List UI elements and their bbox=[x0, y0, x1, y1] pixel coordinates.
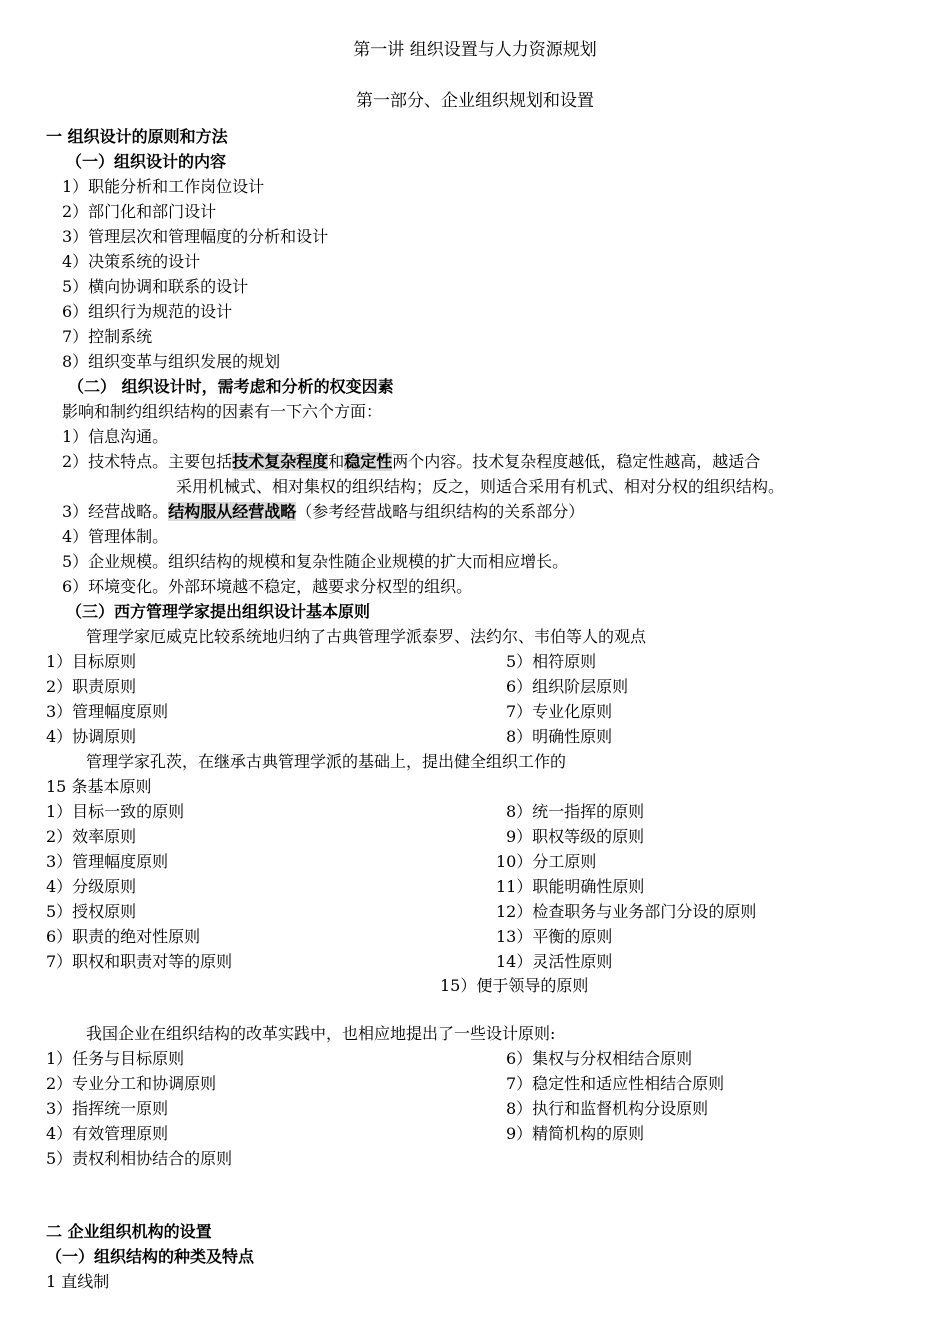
principle-item: 8）统一指挥的原则 bbox=[506, 802, 645, 821]
principle-item: 6）集权与分权相结合原则 bbox=[506, 1049, 693, 1068]
factor-text: 3）经营战略。 bbox=[62, 502, 169, 521]
factor-item: 6）环境变化。外部环境越不稳定，越要求分权型的组织。 bbox=[62, 577, 473, 596]
principle-item: 4）分级原则 bbox=[46, 877, 137, 896]
principle-item: 11）职能明确性原则 bbox=[496, 877, 645, 896]
principle-item: 2）专业分工和协调原则 bbox=[46, 1074, 217, 1093]
principle-item: 4）协调原则 bbox=[46, 727, 137, 746]
document-title: 第一讲 组织设置与人力资源规划 bbox=[353, 40, 597, 60]
principle-item: 1）目标一致的原则 bbox=[46, 802, 185, 821]
list-item: 6）组织行为规范的设计 bbox=[62, 302, 233, 321]
paragraph: 我国企业在组织结构的改革实践中，也相应地提出了一些设计原则: bbox=[86, 1024, 556, 1043]
section-1-1-heading: （一）组织设计的内容 bbox=[66, 152, 227, 171]
principle-item: 1）目标原则 bbox=[46, 652, 137, 671]
principle-item: 3）指挥统一原则 bbox=[46, 1099, 169, 1118]
list-item: 1）职能分析和工作岗位设计 bbox=[62, 177, 265, 196]
highlight-term: 结构服从经营战略 bbox=[168, 502, 297, 521]
highlight-term: 技术复杂程度 bbox=[232, 452, 329, 471]
principle-item: 5）责权利相协结合的原则 bbox=[46, 1149, 233, 1168]
factor-item: 1）信息沟通。 bbox=[62, 427, 169, 446]
list-item: 5）横向协调和联系的设计 bbox=[62, 277, 249, 296]
principle-item: 12）检查职务与业务部门分设的原则 bbox=[496, 902, 757, 921]
factor-item bbox=[62, 500, 584, 524]
list-item: 2）部门化和部门设计 bbox=[62, 202, 217, 221]
principle-item: 8）明确性原则 bbox=[506, 727, 613, 746]
principle-item: 6）职责的绝对性原则 bbox=[46, 927, 201, 946]
principle-item: 1）任务与目标原则 bbox=[46, 1049, 185, 1068]
principle-item: 5）相符原则 bbox=[506, 652, 597, 671]
list-item: 1 直线制 bbox=[46, 1272, 110, 1291]
principle-item: 7）职权和职责对等的原则 bbox=[46, 952, 233, 971]
factor-item: 4）管理体制。 bbox=[62, 527, 169, 546]
principle-item: 9）职权等级的原则 bbox=[506, 827, 645, 846]
document-subtitle: 第一部分、企业组织规划和设置 bbox=[356, 91, 594, 111]
principle-item: 13）平衡的原则 bbox=[496, 927, 613, 946]
paragraph: 15 条基本原则 bbox=[46, 777, 152, 796]
section-2-1-heading: （一）组织结构的种类及特点 bbox=[46, 1247, 255, 1266]
principle-item: 2）效率原则 bbox=[46, 827, 137, 846]
principle-item: 3）管理幅度原则 bbox=[46, 852, 169, 871]
factor-text: 2）技术特点。主要包括 bbox=[62, 452, 233, 471]
section-1-heading: 一 组织设计的原则和方法 bbox=[46, 127, 228, 146]
list-item: 4）决策系统的设计 bbox=[62, 252, 201, 271]
principle-item: 10）分工原则 bbox=[496, 852, 597, 871]
principle-item: 5）授权原则 bbox=[46, 902, 137, 921]
list-item: 3）管理层次和管理幅度的分析和设计 bbox=[62, 227, 329, 246]
principle-item: 3）管理幅度原则 bbox=[46, 702, 169, 721]
list-item: 8）组织变革与组织发展的规划 bbox=[62, 352, 281, 371]
factor-item bbox=[62, 450, 760, 474]
principle-item: 2）职责原则 bbox=[46, 677, 137, 696]
principle-item: 8）执行和监督机构分设原则 bbox=[506, 1099, 709, 1118]
principle-item: 7）稳定性和适应性相结合原则 bbox=[506, 1074, 725, 1093]
paragraph: 管理学家厄威克比较系统地归纳了古典管理学派泰罗、法约尔、韦伯等人的观点 bbox=[86, 627, 647, 646]
factor-text: 和 bbox=[328, 452, 345, 471]
principle-item: 15）便于领导的原则 bbox=[440, 976, 589, 995]
section-2-heading: 二 企业组织机构的设置 bbox=[46, 1222, 212, 1241]
paragraph: 影响和制约组织结构的因素有一下六个方面： bbox=[62, 402, 383, 421]
factor-continuation: 采用机械式、相对集权的组织结构；反之，则适合采用有机式、相对分权的组织结构。 bbox=[176, 477, 785, 496]
section-1-3-heading: （三）西方管理学家提出组织设计基本原则 bbox=[66, 602, 371, 621]
factor-item: 5）企业规模。组织结构的规模和复杂性随企业规模的扩大而相应增长。 bbox=[62, 552, 569, 571]
paragraph: 管理学家孔茨，在继承古典管理学派的基础上，提出健全组织工作的 bbox=[86, 752, 567, 771]
list-item: 7）控制系统 bbox=[62, 327, 153, 346]
principle-item: 9）精简机构的原则 bbox=[506, 1124, 645, 1143]
section-1-2-heading: （二） 组织设计时，需考虑和分析的权变因素 bbox=[68, 377, 394, 396]
principle-item: 14）灵活性原则 bbox=[496, 952, 613, 971]
factor-text: （参考经营战略与组织结构的关系部分） bbox=[296, 502, 585, 521]
principle-item: 6）组织阶层原则 bbox=[506, 677, 629, 696]
factor-text: 两个内容。技术复杂程度越低，稳定性越高，越适合 bbox=[392, 452, 761, 471]
principle-item: 7）专业化原则 bbox=[506, 702, 613, 721]
principle-item: 4）有效管理原则 bbox=[46, 1124, 169, 1143]
highlight-term: 稳定性 bbox=[344, 452, 393, 471]
